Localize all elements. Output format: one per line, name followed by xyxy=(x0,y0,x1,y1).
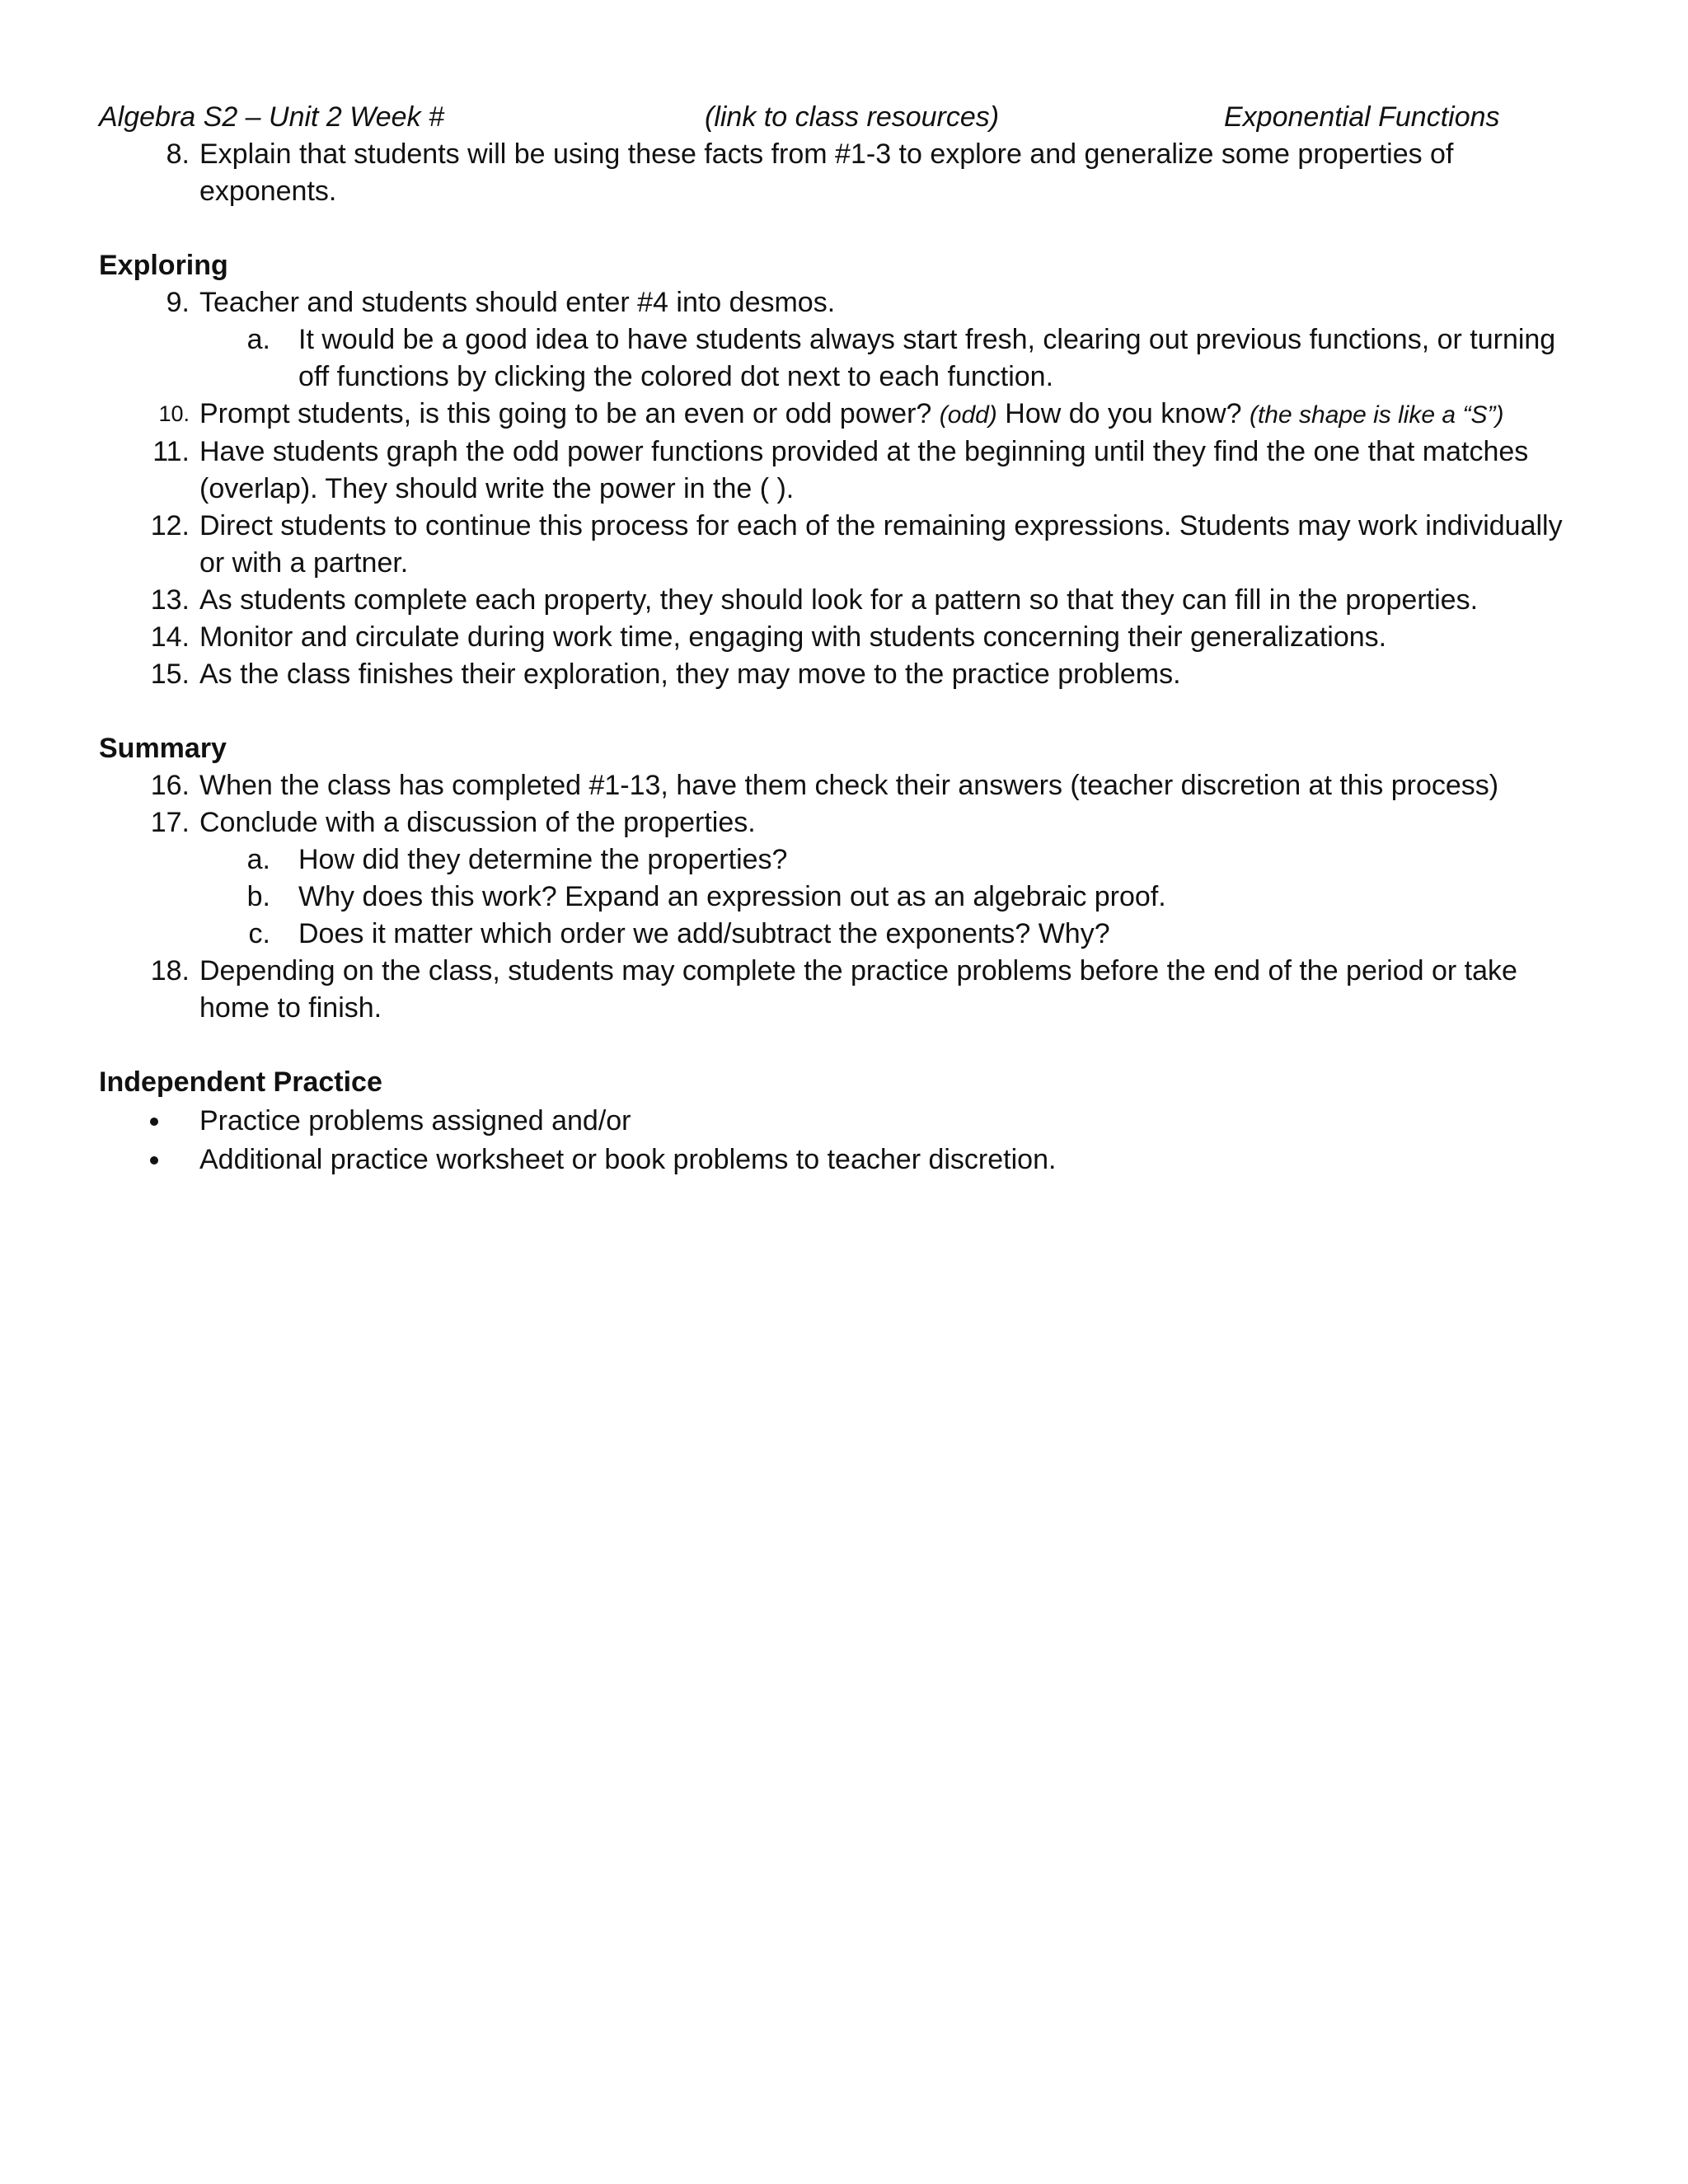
header-topic: Exponential Functions xyxy=(1224,101,1500,133)
sub-list-item xyxy=(99,879,1582,916)
item-number: 16. xyxy=(150,770,190,801)
item-text: Teacher and students should enter #4 into desmos. xyxy=(199,287,836,318)
sub-list-item xyxy=(99,321,1582,396)
list-item xyxy=(99,434,1582,508)
item-number: 18. xyxy=(150,955,190,987)
list-item xyxy=(99,619,1582,656)
list-item xyxy=(99,284,1582,321)
item-number: 14. xyxy=(150,621,190,653)
document-page xyxy=(99,99,1582,1179)
sub-item-text: Why does this work? Expand an expression out as an algebraic proof. xyxy=(298,881,1166,912)
sub-item-text: It would be a good idea to have students always start fresh, clearing out previous functions, or turning off functions by clicking the colored dot next to each function. xyxy=(298,324,1556,392)
item-number: 11. xyxy=(152,436,190,467)
section-heading-summary: Summary xyxy=(99,733,227,764)
sub-list-item xyxy=(99,841,1582,879)
item-text: Prompt students, is this going to be an even or odd power? xyxy=(199,398,940,429)
list-item xyxy=(99,582,1582,619)
list-item xyxy=(99,656,1582,693)
item-number: 17. xyxy=(150,807,190,838)
item-answer-note: (odd) xyxy=(939,401,997,429)
item-number: 9. xyxy=(166,287,190,318)
item-number: 10. xyxy=(158,401,190,426)
list-item xyxy=(99,953,1582,1027)
bullet-item xyxy=(99,1103,1582,1140)
bullet-icon xyxy=(150,1156,158,1165)
sub-item-letter: a. xyxy=(246,844,270,875)
page-header xyxy=(99,99,1582,136)
sub-item-letter: a. xyxy=(246,324,270,355)
bullet-icon xyxy=(150,1118,158,1126)
bullet-text: Practice problems assigned and/or xyxy=(199,1105,631,1137)
item-answer-note: (the shape is like a “S”) xyxy=(1249,401,1504,429)
section-heading-exploring: Exploring xyxy=(99,250,228,281)
item-text: Depending on the class, students may complete the practice problems before the end of the period or take home to finish. xyxy=(199,955,1517,1024)
list-item xyxy=(99,804,1582,841)
sub-list-item xyxy=(99,916,1582,953)
sub-item-letter: c. xyxy=(248,918,270,949)
list-item xyxy=(99,508,1582,582)
item-number: 15. xyxy=(150,658,190,690)
item-number: 8. xyxy=(166,138,190,170)
sub-item-text: Does it matter which order we add/subtract the exponents? Why? xyxy=(298,918,1110,949)
item-text: Have students graph the odd power functions provided at the beginning until they find the one that matches (overlap). They should write the power in the ( ). xyxy=(199,436,1529,504)
list-item xyxy=(99,767,1582,804)
item-text: As the class finishes their exploration, they may move to the practice problems. xyxy=(199,658,1181,690)
item-text: Monitor and circulate during work time, engaging with students concerning their generalizations. xyxy=(199,621,1387,653)
item-text: As students complete each property, they should look for a pattern so that they can fill in the properties. xyxy=(199,584,1479,616)
bullet-text: Additional practice worksheet or book problems to teacher discretion. xyxy=(199,1144,1057,1175)
item-number: 13. xyxy=(150,584,190,616)
bullet-item xyxy=(99,1141,1582,1179)
item-number: 12. xyxy=(150,510,190,541)
item-text: Direct students to continue this process for each of the remaining expressions. Students may work individually or with a partner. xyxy=(199,510,1563,579)
list-item xyxy=(99,396,1582,434)
header-resources-link[interactable]: (link to class resources) xyxy=(705,101,1000,133)
item-text: Conclude with a discussion of the properties. xyxy=(199,807,756,838)
sub-item-letter: b. xyxy=(246,881,270,912)
section-heading-independent-practice: Independent Practice xyxy=(99,1066,382,1098)
list-item xyxy=(99,136,1582,210)
item-text: Explain that students will be using these facts from #1-3 to explore and generalize some properties of exponents. xyxy=(199,138,1454,207)
sub-item-text: How did they determine the properties? xyxy=(298,844,788,875)
item-text: When the class has completed #1-13, have them check their answers (teacher discretion at this process) xyxy=(199,770,1499,801)
item-text: How do you know? xyxy=(996,398,1250,429)
header-course: Algebra S2 – Unit 2 Week # xyxy=(99,101,444,133)
